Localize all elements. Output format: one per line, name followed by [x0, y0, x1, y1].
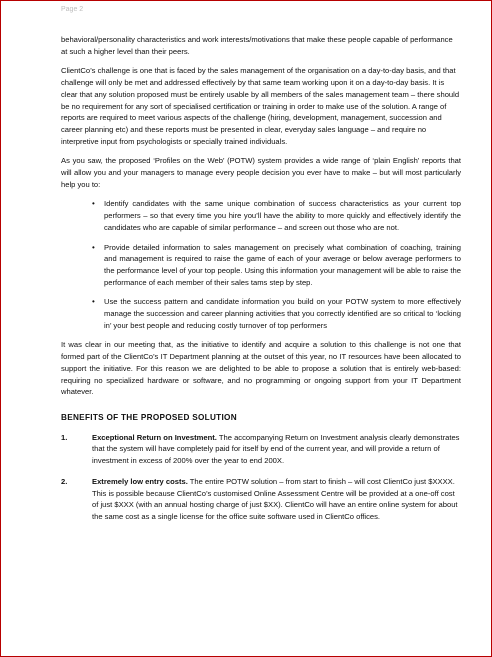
benefit-number: 2.: [61, 476, 68, 486]
paragraph-2: ClientCo’s challenge is one that is faced by the sales management of the organisation on a day-to-day basis, and that challenge will only be met and addressed effectively by that same team working upon it on a day-to-day basis. It is clear that any solution proposed must be entirely usable by all members of the sales management team – there should be no requirement for any sort of specialised certification or training in order to make use of the solution. A range of reports are required to meet various aspects of the challenge (hiring, development, management, succession and career planning etc) and these reports must be presented in clear, everyday sales language – and require no interpretive input from psychologists or specially trained individuals.: [61, 66, 460, 146]
benefit-number: 1.: [61, 432, 68, 442]
document-body: [61, 34, 461, 532]
benefits-list: [61, 432, 461, 523]
page-number-label: Page 2: [61, 6, 84, 13]
paragraph-3: As you saw, the proposed ‘Profiles on the Web’ (POTW) system provides a wide range of ‘plain English’ reports that will allow you and your managers to manage every people decision you ever have to make – but will most particularly help you to:: [61, 156, 461, 189]
benefit-lead: Extremely low entry costs.: [92, 476, 188, 486]
bullet-text: Provide detailed information to sales management on precisely what combination of coaching, training and management is required to raise the game of each of your average or below average performers to the performance level of your top people. Using this information your management will be able to raise the performance of each member of their sales tams step by step.: [104, 242, 461, 287]
benefit-text: The entire POTW solution – from start to finish – will cost ClientCo just $XXXX. This is possible because ClientCo’s customised Online Assessment Centre will be provided at a one-off cost of just $XXX (with an annual hosting charge of just $XX). ClientCo will have an entire online system for about the same cost as a single license for the office suite software used in ClientCo offices.: [92, 476, 458, 521]
benefit-text: The accompanying Return on Investment analysis clearly demonstrates that the system will have completely paid for itself by end of the current year, and will provide a return of investment in excess of 200% over the year to end 200X.: [92, 432, 460, 466]
bullet-text: Use the success pattern and candidate information you build on your POTW system to more effectively manage the succession and career planning activities that you correctly identified are so critical to ‘locking in’ your best people and reducing costly turnover of top performers: [104, 297, 461, 330]
bullet-item: [61, 296, 461, 331]
bullet-icon: •: [92, 297, 95, 307]
benefit-lead: Exceptional Return on Investment.: [92, 432, 217, 442]
bullet-item: [61, 198, 461, 233]
bullet-text: Identify candidates with the same unique combination of success characteristics as your current top performers – so that every time you hire you’ll have the ability to more quickly and effectively identify the candidates who are capable of similar performance – and screen out those who are not.: [104, 199, 461, 232]
section-heading: BENEFITS OF THE PROPOSED SOLUTION: [61, 412, 237, 422]
bullet-list: [61, 198, 461, 331]
paragraph-1: behavioral/personality characteristics and work interests/motivations that make these people capable of performance at such a higher level than their peers.: [61, 35, 453, 56]
paragraph-4: It was clear in our meeting that, as the initiative to identify and acquire a solution to this challenge is not one that formed part of the ClientCo’s IT Department planning at the outset of this year, no IT resources have been allocated to support the initiative. For this reason we are delighted to be able to propose a solution that is entirely web-based: requiring no specialized hardware or software, and no programming or ongoing support from your IT Department whatever.: [61, 340, 461, 397]
bullet-icon: •: [92, 242, 95, 252]
bullet-item: [61, 242, 461, 289]
bullet-icon: •: [92, 199, 95, 209]
benefit-item: [61, 432, 461, 467]
benefit-item: [61, 476, 461, 523]
